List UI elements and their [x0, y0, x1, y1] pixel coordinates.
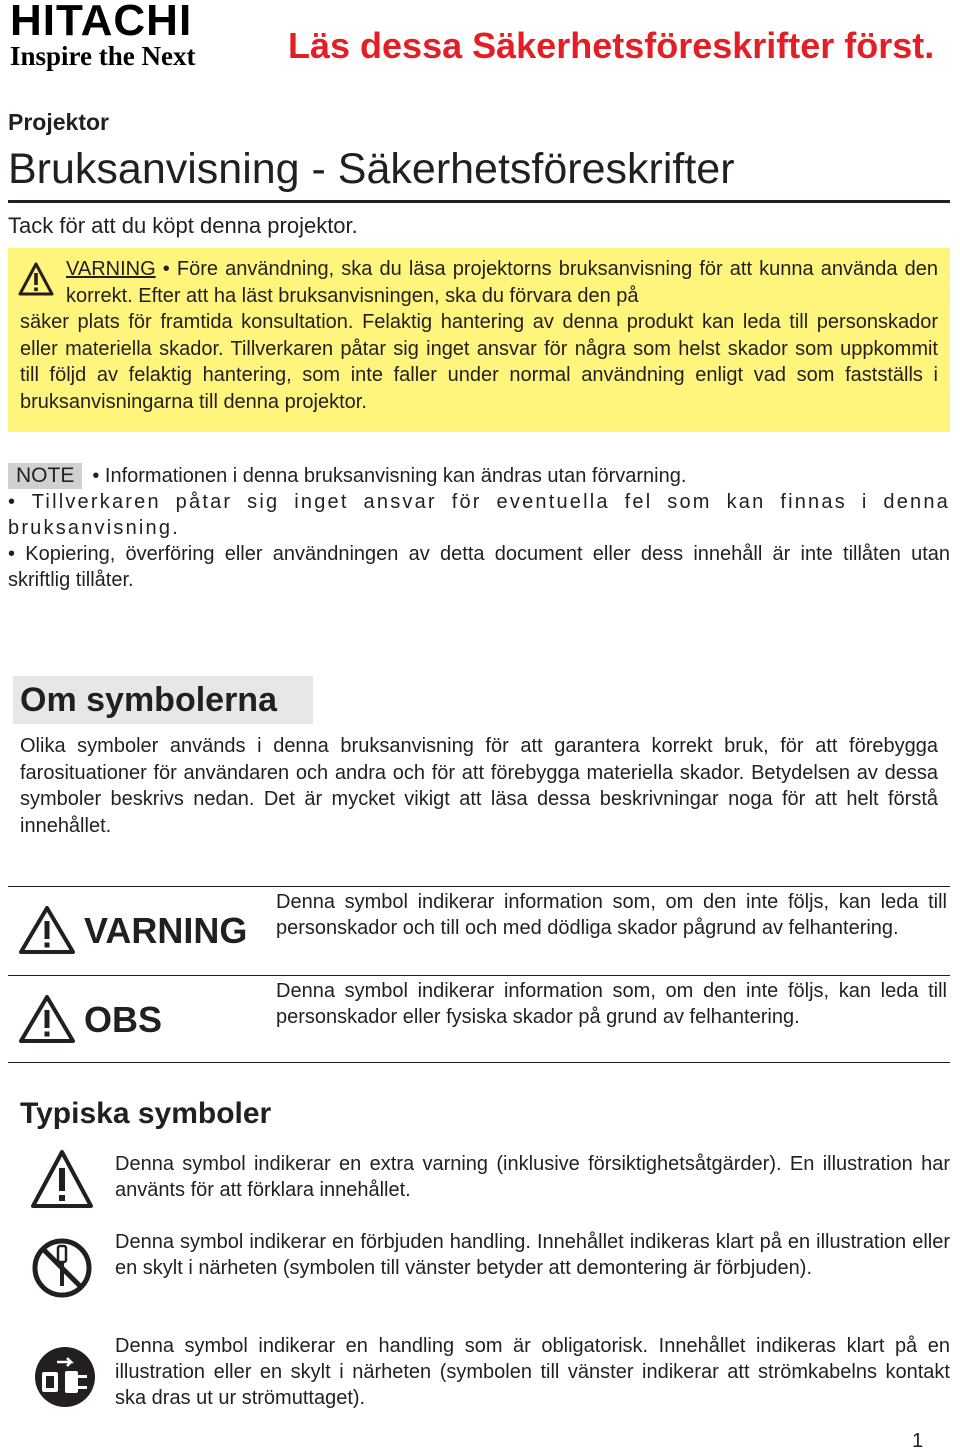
typical-description: Denna symbol indikerar en förbjuden handling. Innehållet indikeras klart på en illustration eller en skylt i närheten (symbolen till vänster betyder att demontering är förbjuden).: [115, 1231, 950, 1279]
warning-label: VARNING: [66, 258, 156, 280]
section-heading-symbols: Om symbolerna: [20, 681, 277, 719]
warning-rest: säker plats för framtida konsultation. Felaktig hantering av denna produkt kan leda till personskador eller materiella skador. Tillverkaren påtar sig inget ansvar för några som helst skador som uppkommit till följd av felaktig hantering, som inte faller under normal användning enligt vad som fastställs i bruksanvisningarna till denna projektor.: [20, 311, 938, 413]
warning-line-1: • Före användning, ska du läsa projektorns bruksanvisning för att kunna använda den korrekt. Efter att ha läst bruksanvisningen, ska du förvara den på: [66, 258, 938, 307]
symbol-description: Denna symbol indikerar information som, om den inte följs, kan leda till personskador och till och med dödliga skador pågrund av felhantering.: [276, 891, 947, 939]
page-number: 1: [912, 1430, 924, 1452]
symbol-row-varning: [8, 886, 950, 976]
page-headline: Läs dessa Säkerhetsföreskrifter först.: [288, 25, 935, 66]
caution-triangle-icon: [30, 1148, 94, 1212]
symbols-intro: Olika symboler används i denna bruksanvisning för att garantera korrekt bruk, för att förebygga farosituationer för användaren och andra och för att förebygga materiella skador. Betydelsen av dessa symboler beskrivs nedan. Det är mycket vikigt att läsa dessa beskrivningar noga för att helt förstå innehållet.: [20, 735, 938, 837]
product-label: Projektor: [8, 109, 109, 135]
typical-description: Denna symbol indikerar en handling som är obligatorisk. Innehållet indikeras klart på en illustration eller en skylt i närheten (symbolen till vänster indikerar att strömkabelns kontakt ska dras ut ur strömuttaget).: [115, 1335, 950, 1409]
symbol-row-obs: [8, 976, 950, 1063]
document-title: Bruksanvisning - Säkerhetsföreskrifter: [8, 145, 735, 193]
thanks-text: Tack för att du köpt denna projektor.: [8, 213, 358, 238]
warning-text: [20, 256, 938, 415]
symbol-label: OBS: [84, 999, 163, 1040]
warning-triangle-icon: [18, 905, 76, 955]
note-badge: NOTE: [8, 463, 82, 489]
typical-description: Denna symbol indikerar en extra varning (inklusive försiktighetsåtgärder). En illustration har använts för att förklara innehållet.: [115, 1153, 950, 1201]
symbol-description: Denna symbol indikerar information som, om den inte följs, kan leda till personskador eller fysiska skador på grund av felhantering.: [276, 980, 947, 1028]
note-item-1: • Informationen i denna bruksanvisning kan ändras utan förvarning.: [92, 465, 687, 487]
brand-logo: HITACHI: [10, 0, 193, 45]
note-block: [8, 463, 950, 593]
no-disassembly-icon: [30, 1236, 94, 1300]
warning-triangle-icon: [18, 994, 76, 1044]
symbol-table: [8, 886, 950, 1063]
symbol-label: VARNING: [84, 910, 248, 951]
note-item-3: • Kopiering, överföring eller användningen av detta document eller dess innehåll är inte tillåten utan skriftlig tillåter.: [8, 543, 950, 591]
note-item-2: • Tillverkaren påtar sig inget ansvar för eventuella fel som kan finnas i denna bruksanvisning.: [8, 491, 950, 539]
unplug-icon: [33, 1345, 97, 1409]
section-heading-typical: Typiska symboler: [20, 1097, 272, 1130]
brand-tagline: Inspire the Next: [10, 41, 196, 71]
title-divider: [8, 200, 950, 203]
